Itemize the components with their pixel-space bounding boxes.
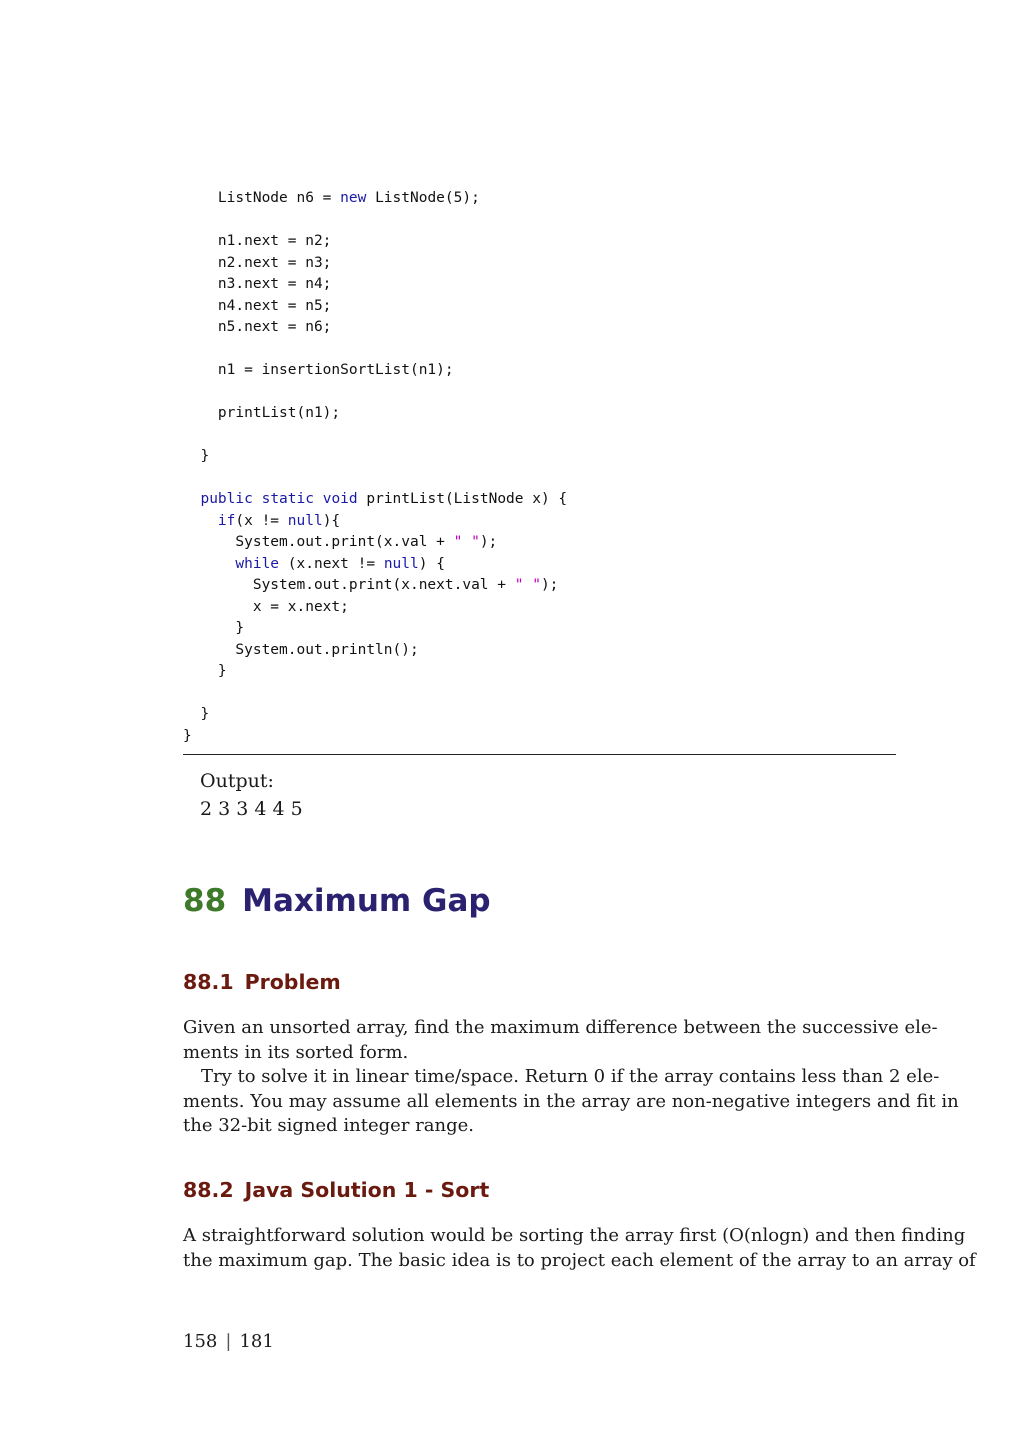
code-line: n3.next = n4;: [183, 276, 332, 292]
code-line: printList(n1);: [183, 405, 341, 421]
output-values: 2 3 3 4 4 5: [200, 798, 303, 820]
code-line: [183, 468, 895, 490]
code-line: [183, 425, 895, 447]
text-line: the 32-bit signed integer range.: [183, 1115, 474, 1136]
code-line: }: [183, 448, 210, 464]
code-line: }: [183, 706, 210, 722]
code-line: n1 = insertionSortList(n1);: [183, 362, 454, 378]
chapter-heading: [183, 883, 491, 919]
code-line: }: [183, 727, 192, 744]
code-line: }: [183, 620, 245, 636]
page-separator: |: [225, 1331, 232, 1352]
section-title: Java Solution 1 - Sort: [244, 1178, 490, 1202]
code-line: n5.next = n6;: [183, 319, 332, 335]
code-line: System.out.print(x.next.val + " ");: [183, 577, 559, 593]
code-line: [183, 210, 895, 232]
section-number: 88.1: [183, 970, 234, 994]
section-heading-problem: [183, 970, 341, 994]
problem-paragraph: [183, 1016, 959, 1139]
code-line: x = x.next;: [183, 598, 349, 615]
code-divider: [183, 754, 896, 755]
code-line: n4.next = n5;: [183, 297, 332, 314]
code-line: n1.next = n2;: [183, 233, 332, 249]
code-line: while (x.next != null) {: [235, 555, 445, 572]
code-line: }: [183, 663, 227, 679]
code-line: [183, 683, 895, 705]
code-line: [183, 382, 895, 404]
code-line: public static void printList(ListNode x) {: [200, 491, 568, 507]
code-line: System.out.println();: [183, 641, 419, 658]
chapter-title: Maximum Gap: [242, 883, 491, 919]
page-number: 158: [183, 1331, 218, 1352]
text-line: ments in its sorted form.: [183, 1041, 409, 1063]
text-line: ments. You may assume all elements in the array are non-negative integers and fit in: [183, 1090, 959, 1112]
section-number: 88.2: [183, 1178, 234, 1202]
code-line: System.out.print(x.val + " ");: [183, 534, 498, 550]
page-total: 181: [239, 1331, 274, 1352]
page-footer: [183, 1331, 274, 1352]
code-line: n2.next = n3;: [183, 254, 332, 271]
text-line: Given an unsorted array, find the maximum difference between the successive ele-: [183, 1017, 938, 1038]
section-heading-java-solution: [183, 1178, 489, 1202]
output-label: Output:: [200, 770, 274, 792]
code-line: if(x != null){: [217, 512, 341, 529]
text-line: Try to solve it in linear time/space. Return 0 if the array contains less than 2 ele-: [201, 1066, 940, 1087]
code-line: ListNode n6 = new ListNode(5);: [183, 190, 480, 206]
text-line: the maximum gap. The basic idea is to project each element of the array to an array of: [183, 1249, 976, 1271]
section-title: Problem: [244, 970, 341, 994]
code-listing: [183, 188, 895, 747]
chapter-number: 88: [183, 883, 227, 919]
solution-paragraph: [183, 1224, 976, 1273]
text-line: A straightforward solution would be sorting the array first (O(nlogn) and then finding: [183, 1225, 966, 1246]
code-line: [183, 339, 895, 361]
